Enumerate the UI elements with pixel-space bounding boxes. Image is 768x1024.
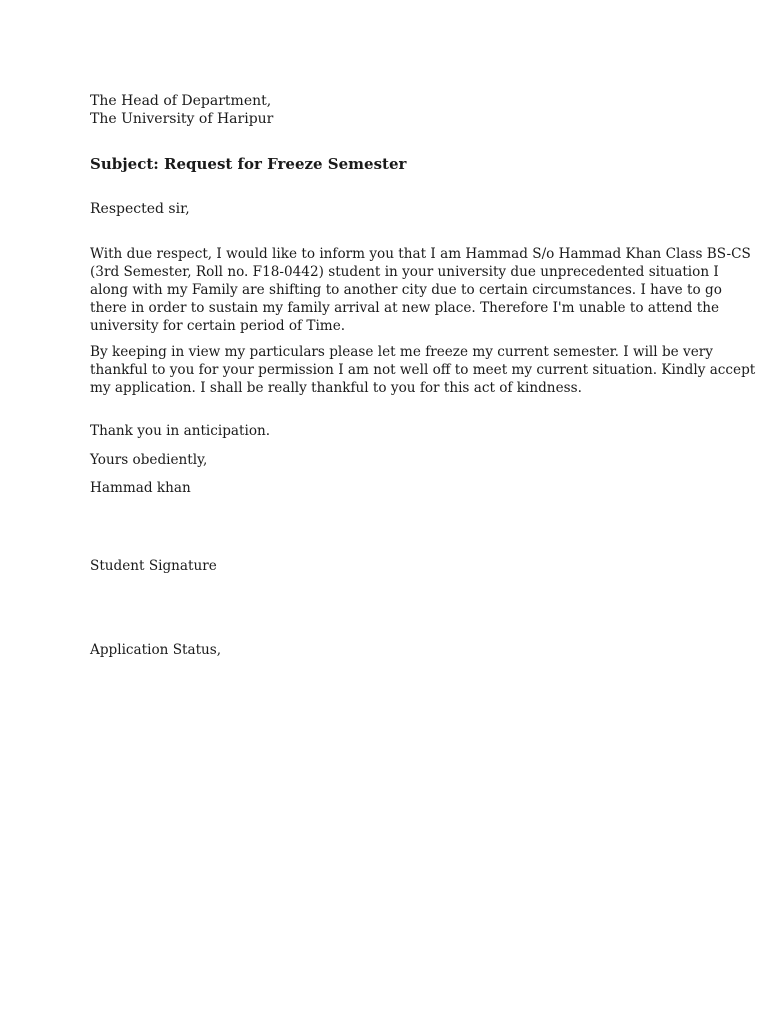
paragraph-line: my application. I shall be really thankful to you for this act of kindness. <box>90 380 582 396</box>
closing-line: Yours obediently, <box>90 452 208 468</box>
paragraph-line: thankful to you for your permission I am not well off to meet my current situation. Kindly accept <box>90 362 756 378</box>
paragraph-line: By keeping in view my particulars please let me freeze my current semester. I will be very <box>90 344 713 360</box>
paragraph-line: (3rd Semester, Roll no. F18-0442) student in your university due unprecedented situation I <box>90 264 719 280</box>
addressee-title: The Head of Department, <box>90 93 272 109</box>
paragraph-line: there in order to sustain my family arrival at new place. Therefore I'm unable to attend the <box>90 300 719 316</box>
signature-label: Student Signature <box>90 558 217 574</box>
body-paragraph-1 <box>90 245 751 335</box>
paragraph-line: university for certain period of Time. <box>90 318 346 334</box>
salutation: Respected sir, <box>90 201 190 217</box>
paragraph-line: along with my Family are shifting to another city due to certain circumstances. I have to go <box>90 282 722 298</box>
application-status-label: Application Status, <box>90 642 222 658</box>
paragraph-line: With due respect, I would like to inform you that I am Hammad S/o Hammad Khan Class BS-CS <box>90 246 751 262</box>
addressee-institution: The University of Haripur <box>90 111 274 127</box>
addressee-block <box>90 92 730 128</box>
thanks-line: Thank you in anticipation. <box>90 423 271 439</box>
body-paragraph-2 <box>90 343 756 397</box>
subject-line: Subject: Request for Freeze Semester <box>90 155 407 173</box>
sender-name: Hammad khan <box>90 480 191 496</box>
